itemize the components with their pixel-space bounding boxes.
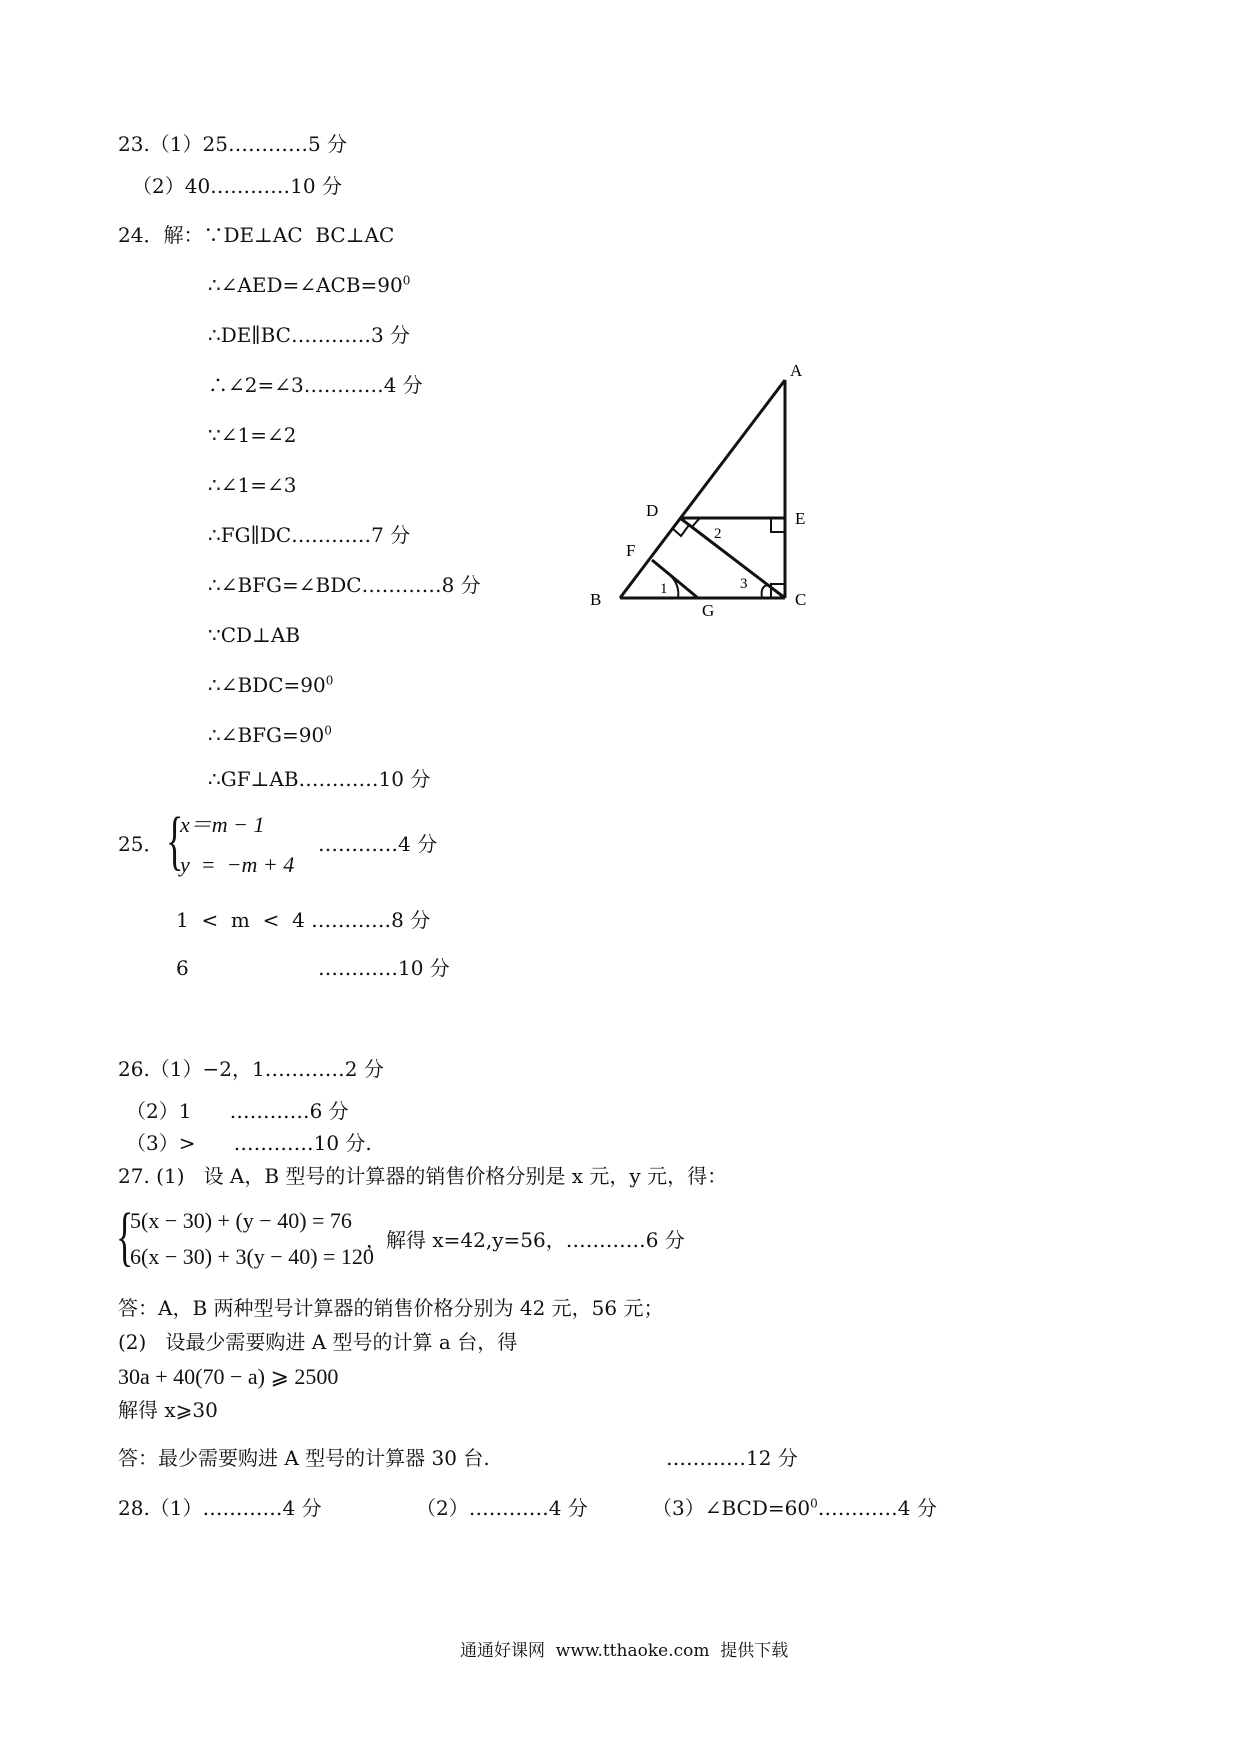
q24-step-7: ∴∠BFG=∠BDC…………8 分 (208, 573, 481, 597)
q26-line1: 26.（1）−2，1…………2 分 (118, 1057, 384, 1081)
right-angle-mark-e (771, 518, 785, 532)
q25-number: 25． (118, 832, 164, 856)
degree-mark: 0 (325, 673, 334, 688)
q25-line3-score: …………10 分 (318, 956, 450, 980)
q24-step-4: ∵∠1=∠2 (208, 423, 297, 447)
degree-mark: 0 (402, 273, 411, 288)
label-f: F (626, 541, 636, 560)
label-d: D (646, 501, 659, 520)
segment-fg (652, 560, 698, 598)
q24-step-10: $\therefore\angle BFG=90^0$ (208, 723, 332, 747)
q27-line1: 27. (1) 设 A，B 型号的计算器的销售价格分别是 x 元，y 元，得： (118, 1164, 728, 1188)
q24-step-11: ∴GF⊥AB…………10 分 (208, 767, 431, 791)
label-b: B (590, 590, 602, 609)
q23-line2: （2）40…………10 分 (132, 174, 342, 198)
page-footer: 通通好课网 www.tthaoke.com 提供下载 (460, 1641, 789, 1661)
triangle-figure (590, 360, 830, 630)
q27-answer-2: 答：最少需要购进 A 型号的计算器 30 台. (118, 1446, 490, 1470)
q24-head: 24．解：∵DE⊥AC BC⊥AC (118, 223, 395, 247)
q25-line2: 1 < m < 4 …………8 分 (176, 908, 431, 932)
brace-q27: { (116, 1200, 134, 1273)
label-e: E (795, 509, 806, 528)
q25-system-eq1: x＝m − 1 (180, 812, 265, 837)
q24-step-8: ∵CD⊥AB (208, 623, 301, 647)
q27-equation-1: 5(x − 30) + (y − 40) = 76 (130, 1208, 352, 1233)
q27-equation-2: 6(x − 30) + 3(y − 40) = 120 (130, 1244, 374, 1269)
q25-score-1: …………4 分 (318, 832, 438, 856)
q27-part2: (2) 设最少需要购进 A 型号的计算 a 台，得 (118, 1330, 518, 1354)
q25-system-eq2: y = −m + 4 (180, 852, 295, 877)
q27-answer-1: 答：A，B 两种型号计算器的销售价格分别为 42 元，56 元； (118, 1296, 664, 1320)
q26-line2: （2）1 …………6 分 (126, 1099, 349, 1123)
label-angle-2: 2 (714, 526, 722, 542)
q24-step-3: ∴∠2=∠3…………4 分 (208, 373, 423, 397)
q24-step-6: ∴FG∥DC…………7 分 (208, 523, 411, 547)
q28-part2: （2）…………4 分 (416, 1496, 588, 1520)
label-angle-1: 1 (660, 581, 668, 597)
q28-part3: $(3)\angle BCD=60^0\dots\dots\dots\dots 4$ 分 (652, 1496, 937, 1520)
q24-step-2: ∴DE∥BC…………3 分 (208, 323, 411, 347)
q24-step-9: $\therefore\angle BDC=90^0$ (208, 673, 334, 697)
degree-mark: 0 (810, 1496, 818, 1511)
segment-ab (620, 380, 785, 598)
q28-part1: 28.（1）…………4 分 (118, 1496, 322, 1520)
segment-dc (680, 518, 785, 598)
q23-line1: 23.（1）25…………5 分 (118, 132, 348, 156)
label-c: C (795, 590, 807, 609)
q26-line3: （3）> …………10 分. (126, 1131, 372, 1155)
brace-q25: { (166, 804, 184, 877)
q25-line3-value: 6 (176, 956, 189, 980)
label-g: G (702, 601, 715, 620)
label-a: A (790, 361, 803, 380)
degree-mark: 0 (324, 723, 332, 738)
angle-arc-1 (670, 575, 678, 598)
q27-result: 解得 x⩾30 (118, 1398, 218, 1422)
label-angle-3: 3 (740, 576, 748, 592)
q24-step-1: $\therefore\angle AED=\angle ACB=90^0$ (208, 273, 411, 297)
q27-inequality: 30a + 40(70 − a) ⩾ 2500 (118, 1364, 339, 1389)
q24-step-5: ∴∠1=∠3 (208, 473, 297, 497)
q27-solve: ，解得 x=42,y=56，…………6 分 (366, 1228, 685, 1252)
q27-score: …………12 分 (666, 1446, 798, 1470)
angle-arc-3 (762, 585, 768, 598)
